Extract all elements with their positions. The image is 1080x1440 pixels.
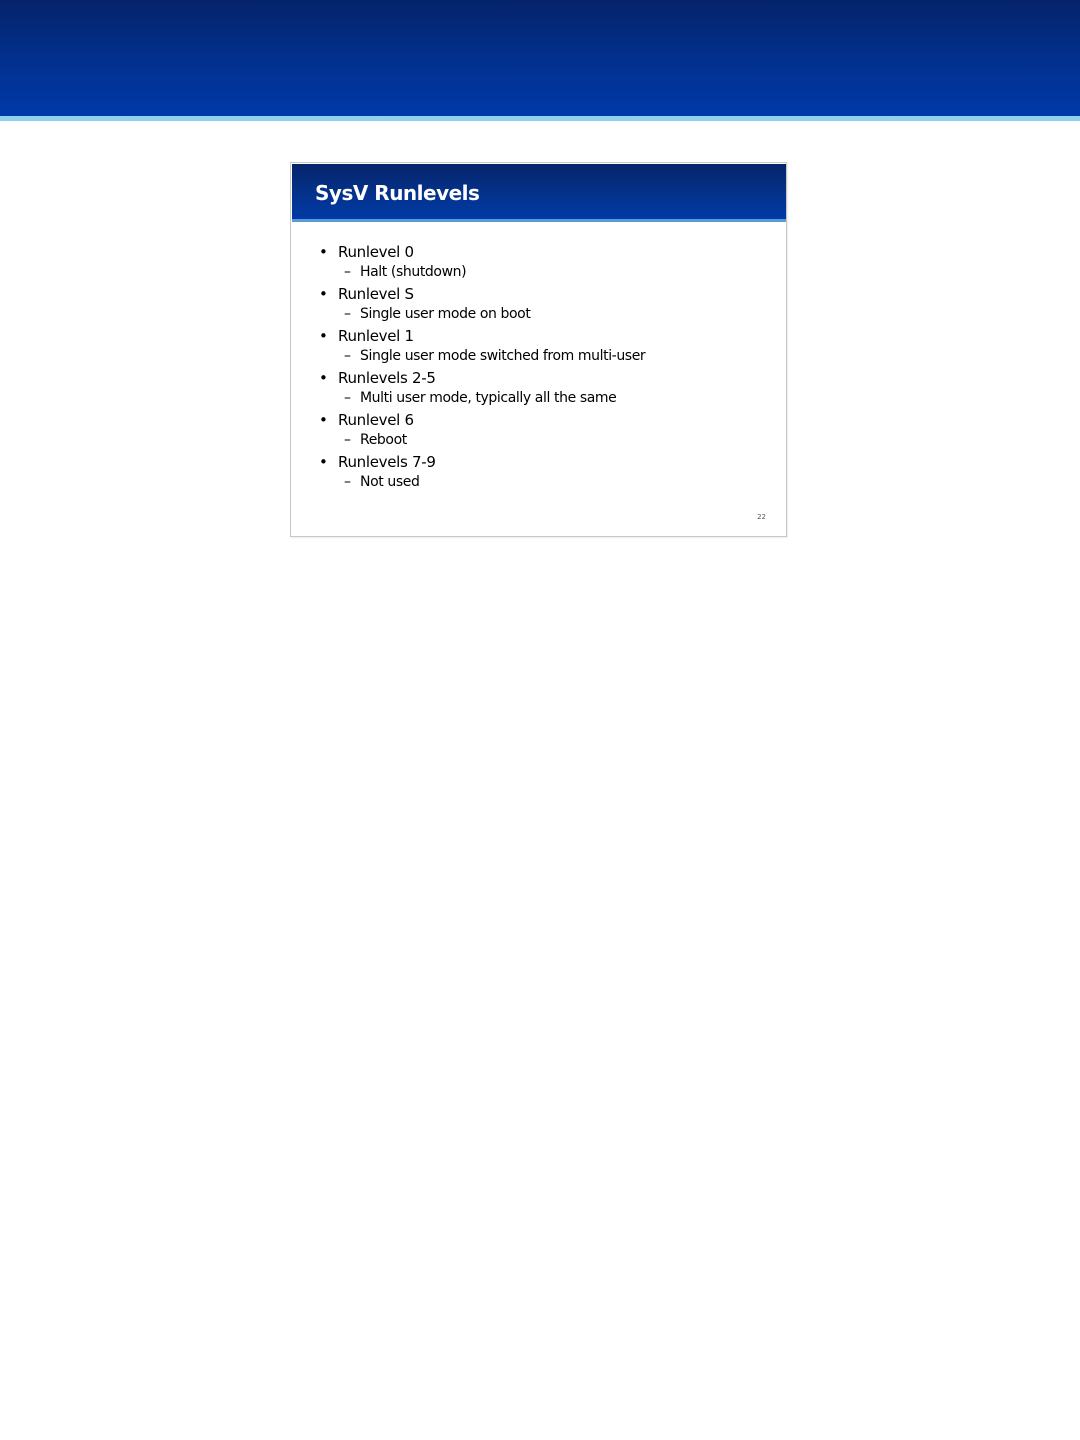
- list-item: [291, 325, 785, 367]
- dash-icon: –: [344, 306, 351, 322]
- sub-bullet-text: Not used: [360, 474, 420, 490]
- bullet-icon: •: [319, 411, 328, 429]
- bullet-list: [291, 241, 785, 493]
- dash-icon: –: [344, 474, 351, 490]
- bullet-icon: •: [319, 369, 328, 387]
- bullet-icon: •: [319, 285, 328, 303]
- bullet-text: Runlevels 2-5: [338, 369, 436, 387]
- bullet-text: Runlevel 6: [338, 411, 414, 429]
- dash-icon: –: [344, 348, 351, 364]
- slide-title: SysV Runlevels: [315, 181, 480, 205]
- bullet-icon: •: [319, 327, 328, 345]
- dash-icon: –: [344, 432, 351, 448]
- dash-icon: –: [344, 264, 351, 280]
- sub-bullet-text: Single user mode switched from multi-user: [360, 348, 646, 364]
- sub-bullet-text: Halt (shutdown): [360, 264, 467, 280]
- bullet-text: Runlevel S: [338, 285, 414, 303]
- bullet-text: Runlevel 0: [338, 243, 414, 261]
- sub-bullet-text: Multi user mode, typically all the same: [360, 390, 617, 406]
- top-banner-accent-line: [0, 116, 1080, 121]
- slide-page-number: 22: [757, 513, 766, 521]
- top-banner: [0, 0, 1080, 116]
- list-item: [291, 367, 785, 409]
- sub-bullet-text: Reboot: [360, 432, 407, 448]
- bullet-icon: •: [319, 243, 328, 261]
- slide-header-bar: [292, 164, 786, 219]
- list-item: [291, 409, 785, 451]
- sub-bullet-text: Single user mode on boot: [360, 306, 531, 322]
- bullet-text: Runlevels 7-9: [338, 453, 436, 471]
- list-item: [291, 451, 785, 493]
- bullet-text: Runlevel 1: [338, 327, 414, 345]
- list-item: [291, 241, 785, 283]
- dash-icon: –: [344, 390, 351, 406]
- list-item: [291, 283, 785, 325]
- slide-header-accent-line: [292, 219, 786, 222]
- slide-thumbnail: [290, 162, 787, 537]
- bullet-icon: •: [319, 453, 328, 471]
